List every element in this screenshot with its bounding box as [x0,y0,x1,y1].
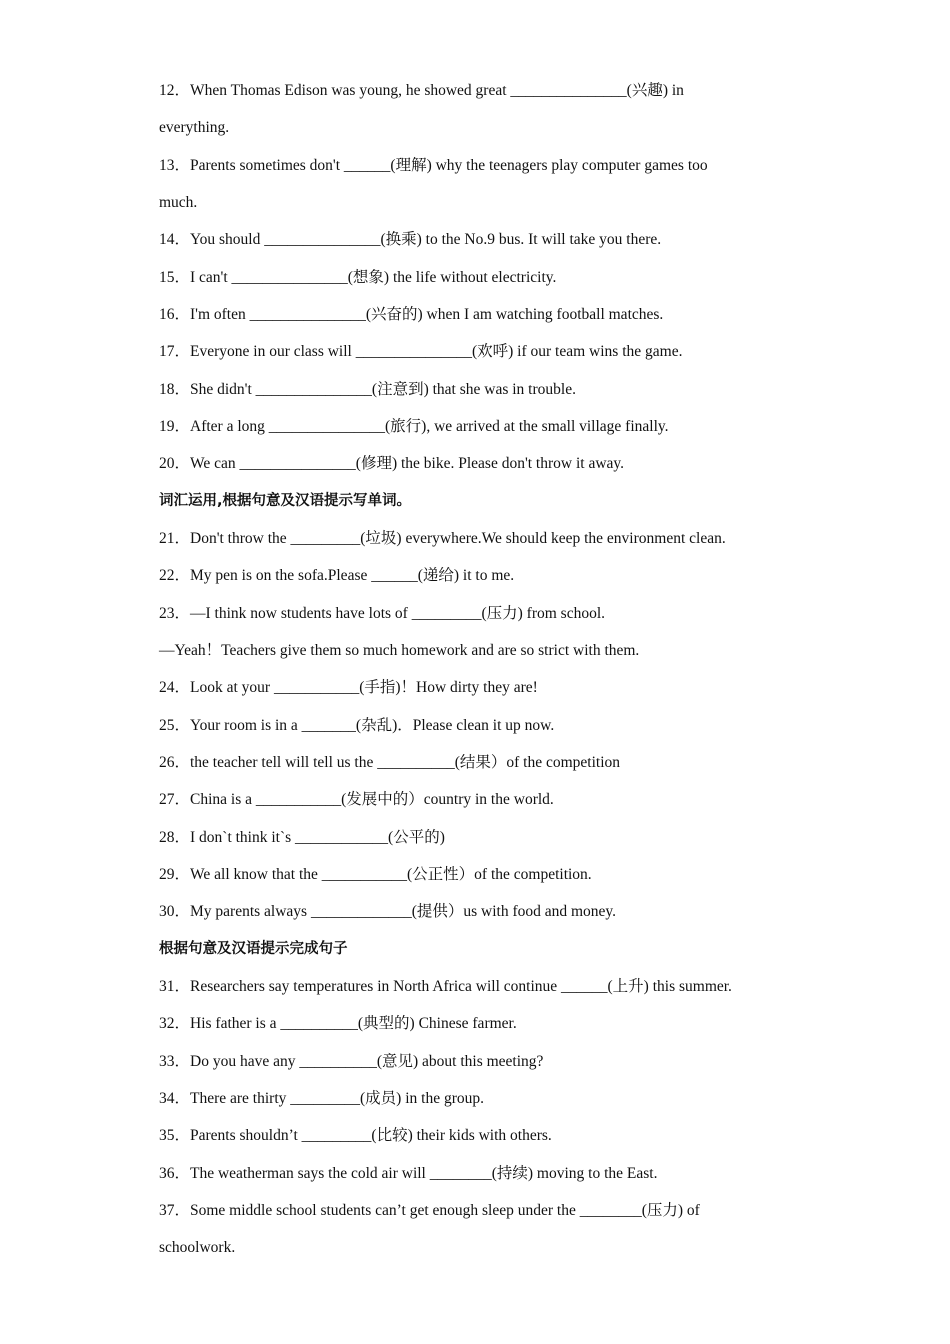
question-line: 29．We all know that the ___________(公正性）of the competition. [159,866,592,883]
question-line: 14．You should _______________(换乘) to the No.9 bus. It will take you there. [159,231,662,248]
question-line: 12．When Thomas Edison was young, he showed great _______________(兴趣) in [159,82,684,99]
question-line: 26．the teacher tell will tell us the __________(结果）of the competition [159,754,621,771]
question-line: 21．Don't throw the _________(垃圾) everywhere.We should keep the environment clean. [159,530,726,547]
section-heading: 根据句意及汉语提示完成句子 [159,941,348,957]
question-line: 24．Look at your ___________(手指)！How dirty they are! [159,679,538,696]
question-line: everything. [159,119,230,136]
question-line: 22．My pen is on the sofa.Please ______(递给) it to me. [159,567,515,584]
question-line: 20．We can _______________(修理) the bike. Please don't throw it away. [159,455,625,472]
question-line: 37．Some middle school students can’t get enough sleep under the ________(压力) of [159,1202,700,1219]
question-line: 25．Your room is in a _______(杂乱)．Please clean it up now. [159,717,555,734]
question-line: —Yeah！Teachers give them so much homework and are so strict with them. [159,642,640,659]
section-heading: 词汇运用,根据句意及汉语提示写单词。 [159,493,412,509]
question-line: 27．China is a ___________(发展中的）country in the world. [159,791,554,808]
question-line: 32．His father is a __________(典型的) Chinese farmer. [159,1015,517,1032]
question-line: schoolwork. [159,1239,236,1256]
question-line: much. [159,194,198,211]
question-line: 35．Parents shouldn’t _________(比较) their kids with others. [159,1127,552,1144]
question-line: 23．—I think now students have lots of _________(压力) from school. [159,605,606,622]
question-line: 33．Do you have any __________(意见) about this meeting? [159,1053,544,1070]
question-line: 28．I don`t think it`s ____________(公平的) [159,829,445,846]
question-line: 13．Parents sometimes don't ______(理解) why the teenagers play computer games too [159,157,708,174]
question-line: 31．Researchers say temperatures in North Africa will continue ______(上升) this summer. [159,978,732,995]
question-line: 15．I can't _______________(想象) the life without electricity. [159,269,557,286]
question-line: 30．My parents always _____________(提供）us with food and money. [159,903,617,920]
question-line: 19．After a long _______________(旅行), we arrived at the small village finally. [159,418,669,435]
question-line: 36．The weatherman says the cold air will ________(持续) moving to the East. [159,1165,658,1182]
question-line: 34．There are thirty _________(成员) in the group. [159,1090,484,1107]
question-line: 16．I'm often _______________(兴奋的) when I am watching football matches. [159,306,664,323]
question-line: 18．She didn't _______________(注意到) that she was in trouble. [159,381,576,398]
question-line: 17．Everyone in our class will _______________(欢呼) if our team wins the game. [159,343,683,360]
